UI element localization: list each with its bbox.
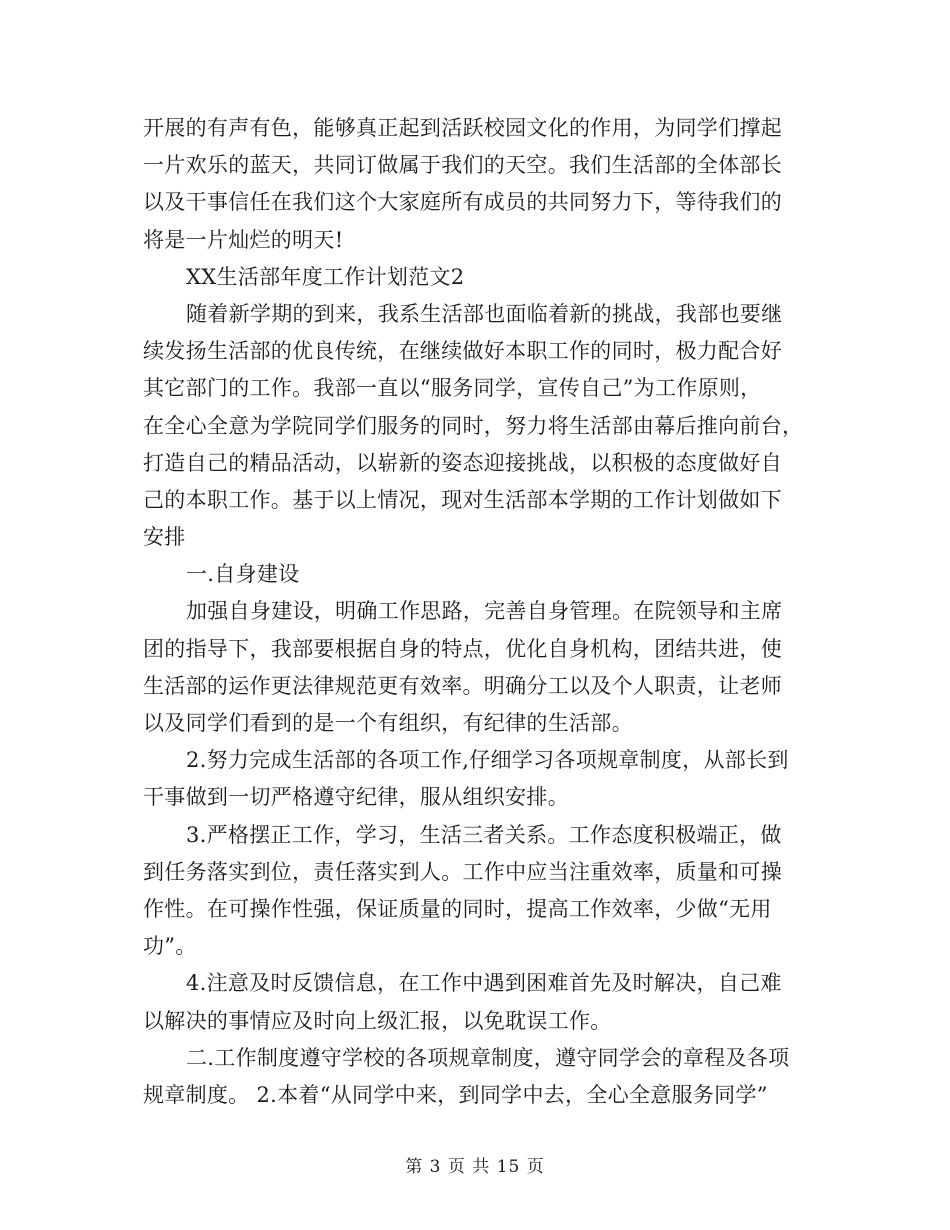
text-line: 团的指导下，我部要根据自身的特点，优化自身机构，团结共进，使 — [143, 636, 782, 661]
text-line: 规章制度。 2.本着“从同学中来，到同学中去，全心全意服务同学” — [143, 1082, 768, 1107]
text-line: 开展的有声有色，能够真正起到活跃校园文化的作用，为同学们撑起 — [143, 116, 782, 140]
text-line: 以及干事信任在我们这个大家庭所有成员的共同努力下，等待我们的 — [143, 190, 782, 215]
text-line: 安排 — [143, 525, 186, 550]
text-line: 到任务落实到位，责任落实到人。工作中应当注重效率，质量和可操 — [143, 859, 782, 884]
text-line: 干事做到一切严格遵守纪律，服从组织安排。 — [143, 785, 569, 810]
text-line: 生活部的运作更法律规范更有效率。明确分工以及个人职责，让老师 — [143, 673, 782, 698]
text-line: 作性。在可操作性强，保证质量的同时，提高工作效率，少做“无用 — [143, 896, 772, 921]
text-line: 打造自己的精品活动，以崭新的姿态迎接挑战，以积极的态度做好自 — [143, 450, 782, 475]
text-line: 其它部门的工作。我部一直以“服务同学，宣传自己”为工作原则， — [143, 376, 762, 401]
page-footer: 第 3 页 共 15 页 — [405, 1157, 545, 1177]
text-line: 己的本职工作。基于以上情况，现对生活部本学期的工作计划做如下 — [143, 487, 782, 512]
text-line: 4.注意及时反馈信息，在工作中遇到困难首先及时解决，自己难 — [186, 971, 782, 996]
document-body — [143, 110, 808, 1114]
text-line: 二.工作制度遵守学校的各项规章制度，遵守同学会的章程及各项 — [186, 1045, 790, 1070]
text-line: 在全心全意为学院同学们服务的同时，努力将生活部由幕后推向前台， — [143, 413, 804, 438]
text-line: 一.自身建设 — [186, 562, 300, 587]
text-line: 3.严格摆正工作，学习，生活三者关系。工作态度积极端正，做 — [186, 822, 782, 847]
text-line: 以解决的事情应及时向上级汇报，以免耽误工作。 — [143, 1008, 612, 1033]
text-line: 功”。 — [143, 934, 197, 959]
text-line: 2.努力完成生活部的各项工作,仔细学习各项规章制度，从部长到 — [186, 748, 789, 773]
text-line: XX生活部年度工作计划范文2 — [186, 264, 465, 289]
text-line: 以及同学们看到的是一个有组织，有纪律的生活部。 — [143, 711, 633, 735]
text-line: 加强自身建设，明确工作思路，完善自身管理。在院领导和主席 — [186, 599, 783, 624]
text-line: 随着新学期的到来，我系生活部也面临着新的挑战，我部也要继 — [186, 301, 783, 326]
text-line: 续发扬生活部的优良传统，在继续做好本职工作的同时，极力配合好 — [143, 339, 782, 364]
text-line: 一片欢乐的蓝天，共同订做属于我们的天空。我们生活部的全体部长 — [143, 153, 782, 178]
text-line: 将是一片灿烂的明天! — [143, 227, 344, 252]
